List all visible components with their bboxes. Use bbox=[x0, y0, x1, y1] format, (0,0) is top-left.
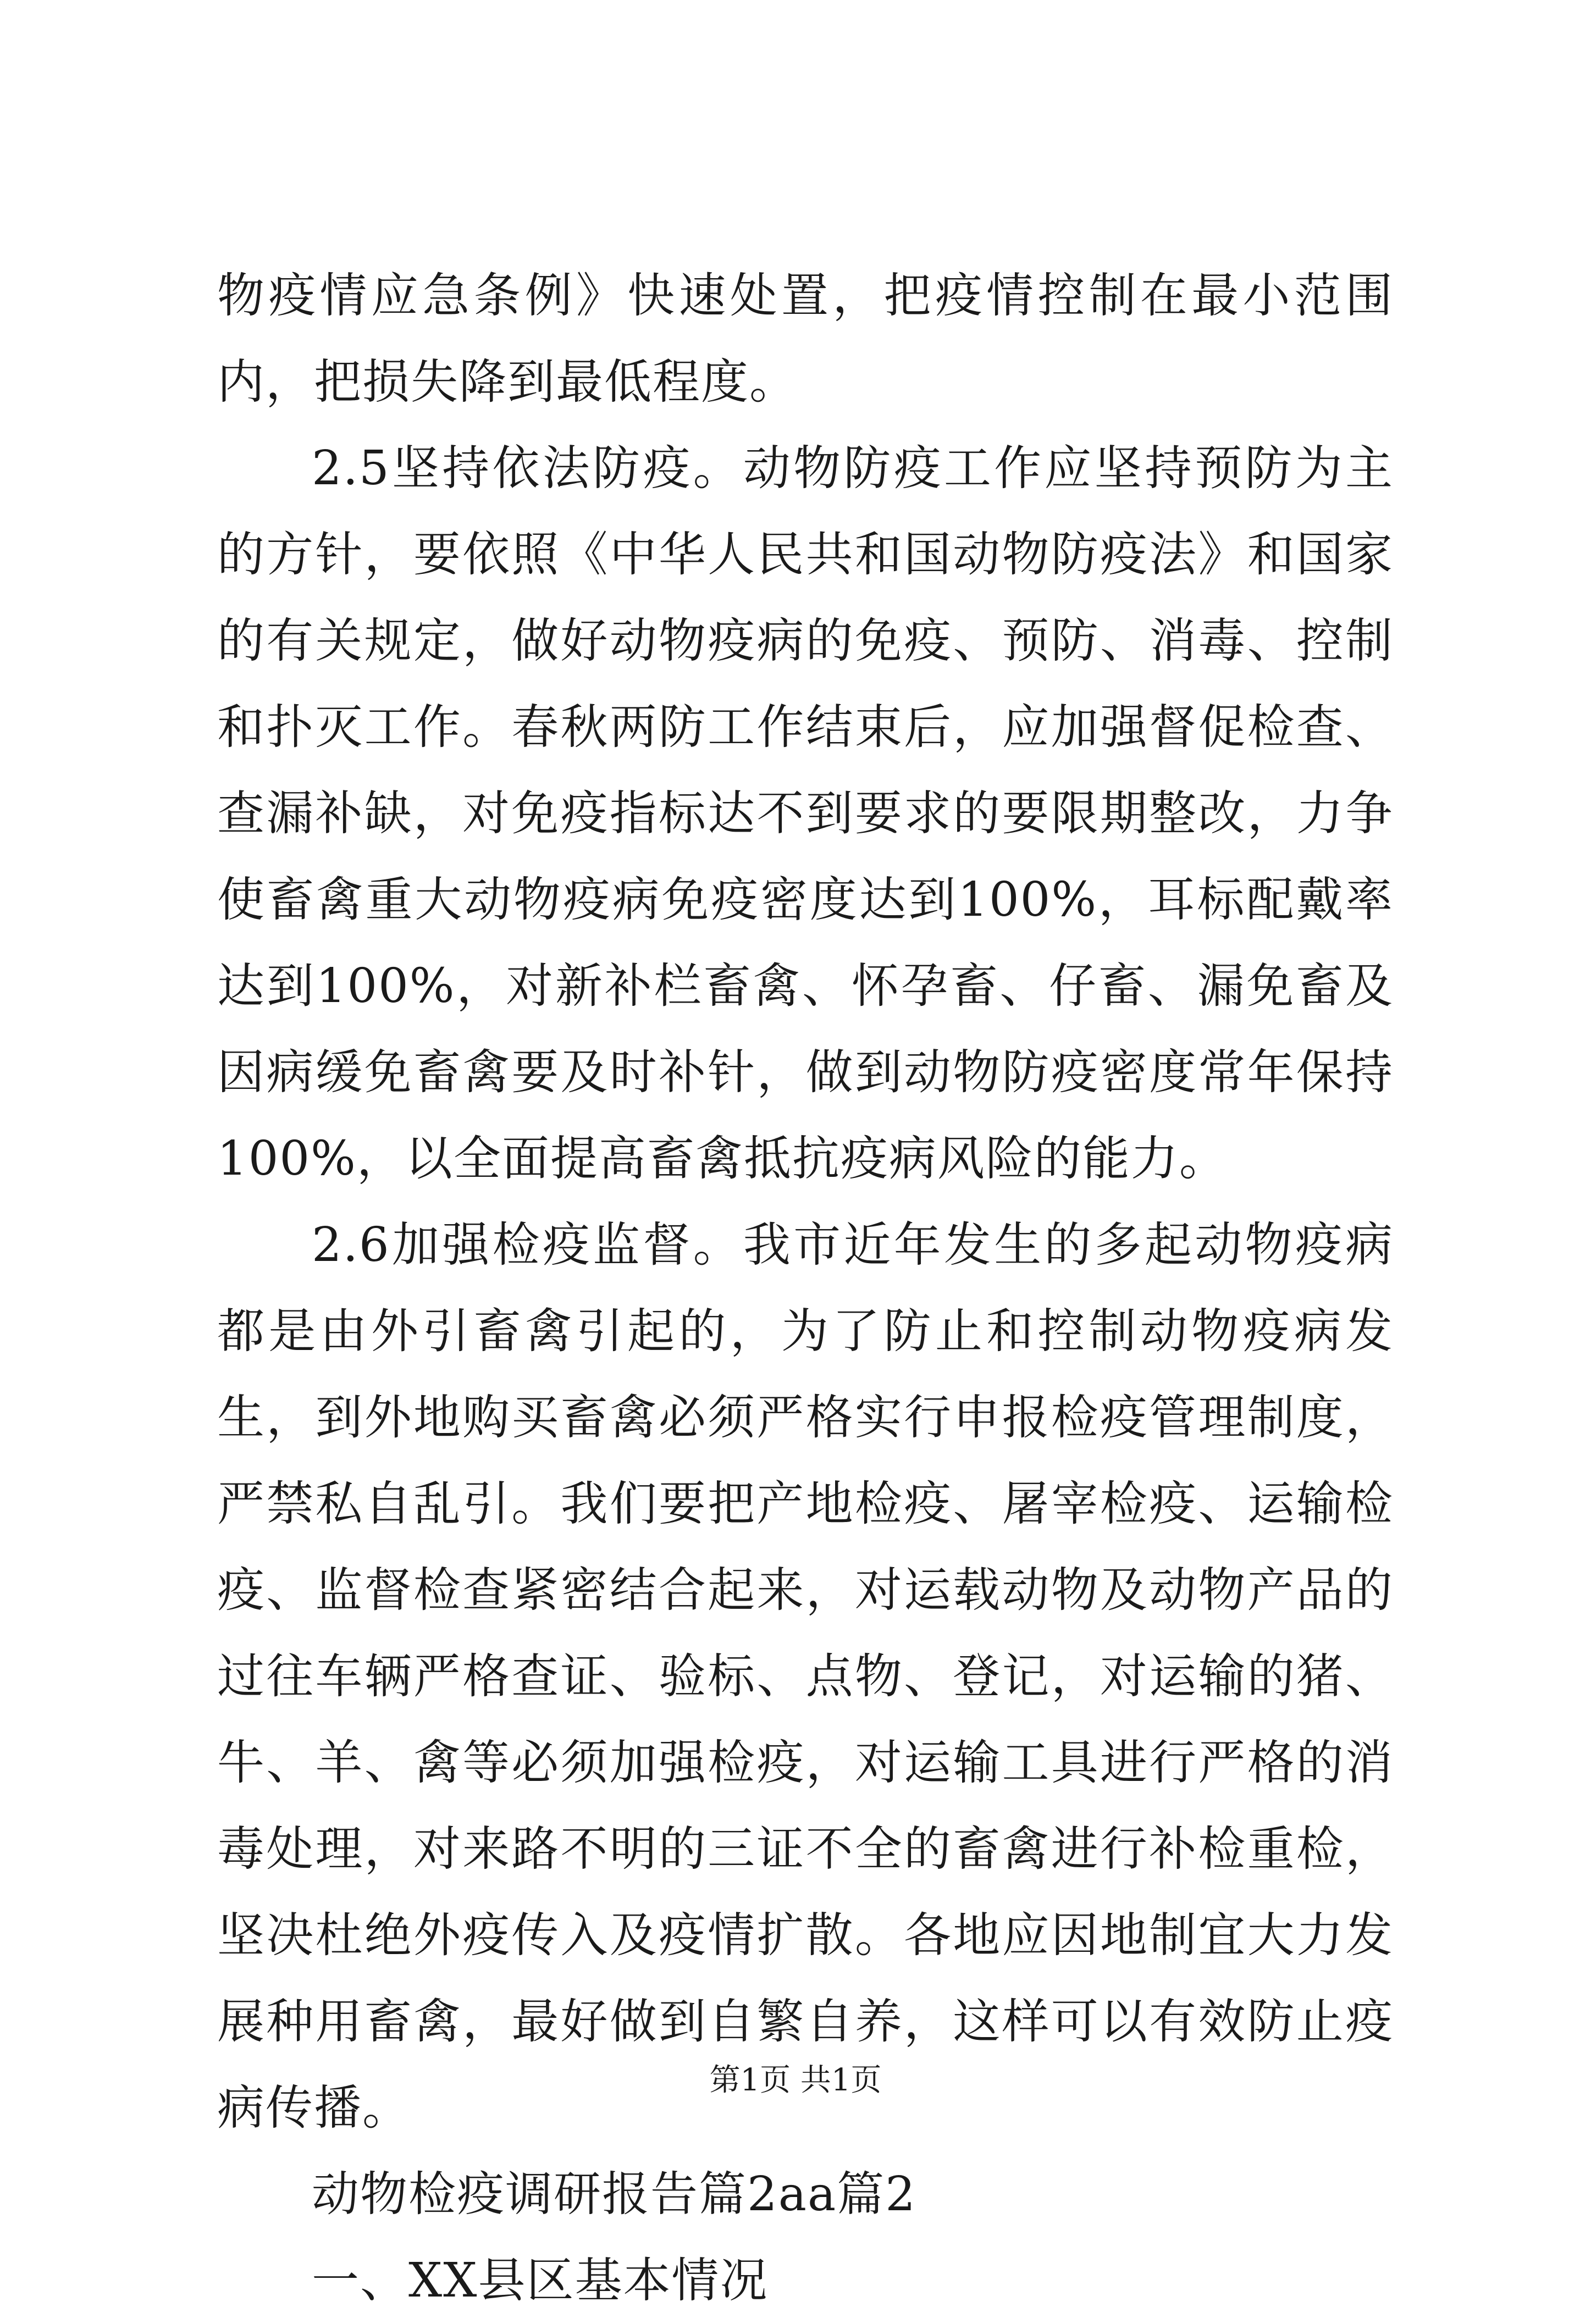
section-title: 动物检疫调研报告篇2aa篇2 bbox=[312, 2167, 916, 2222]
page-footer: 第1页 共1页 bbox=[709, 2062, 882, 2098]
section-heading: 一、XX县区基本情况 bbox=[312, 2253, 769, 2308]
paragraph-2-5: 2.5坚持依法防疫。动物防疫工作应坚持预防为主的方针，要依照《中华人民共和国动物防疫法》和国家的有关规定，做好动物疫病的免疫、预防、消毒、控制和扑灭工作。春秋两防工作结束后，应加强督促检查、查漏补缺，对免疫指标达不到要求的要限期整改，力争使畜禽重大动物疫病免疫密度达到100%，耳标配戴率达到100%，对新补栏畜禽、怀孕畜、仔畜、漏免畜及因病缓免畜禽要及时补针，做到动物防疫密度常年保持100%，以全面提高畜禽抵抗疫病风险的能力。 bbox=[217, 441, 1394, 1186]
paragraph-2-6: 2.6加强检疫监督。我市近年发生的多起动物疫病都是由外引畜禽引起的，为了防止和控制动物疫病发生，到外地购买畜禽必须严格实行申报检疫管理制度，严禁私自乱引。我们要把产地检疫、屠宰检疫、运输检疫、监督检查紧密结合起来，对运载动物及动物产品的过往车辆严格查证、验标、点物、登记，对运输的猪、牛、羊、禽等必须加强检疫，对运输工具进行严格的消毒处理，对来路不明的三证不全的畜禽进行补检重检，坚决杜绝外疫传入及疫情扩散。各地应因地制宜大力发展种用畜禽，最好做到自繁自养，这样可以有效防止疫病传播。 bbox=[217, 1218, 1394, 2135]
document-body bbox=[217, 253, 1394, 2324]
paragraph-continuation: 物疫情应急条例》快速处置，把疫情控制在最小范围内，把损失降到最低程度。 bbox=[217, 268, 1394, 410]
